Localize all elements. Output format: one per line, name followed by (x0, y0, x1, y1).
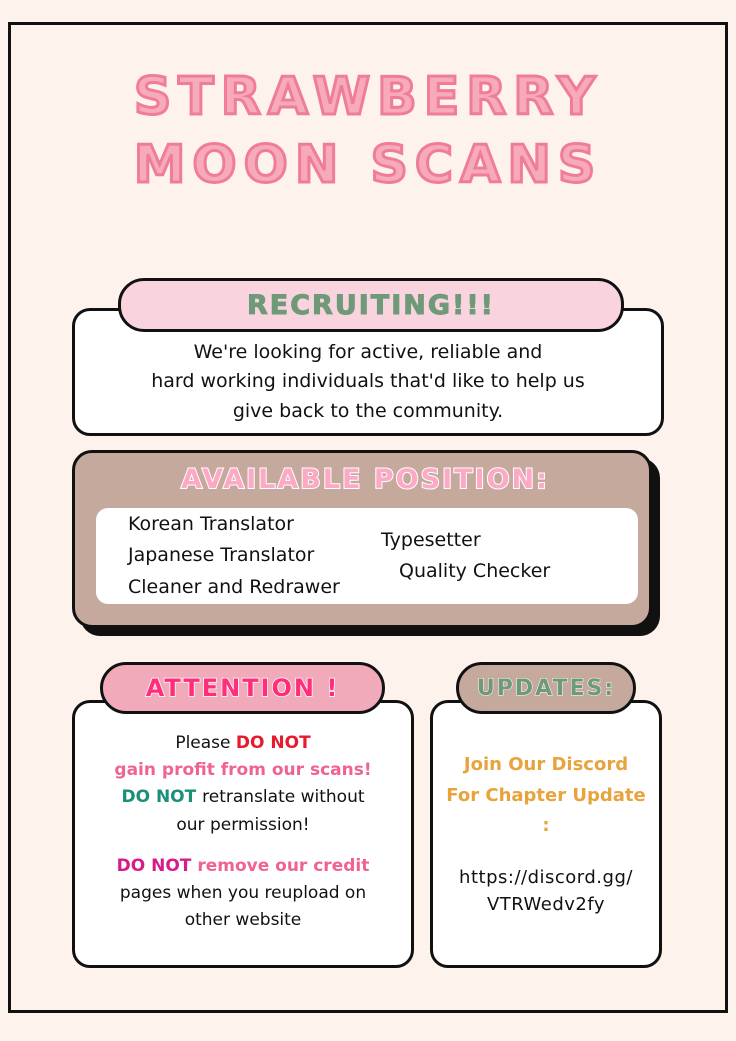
title-line-2: MOON SCANS (133, 134, 603, 195)
attention-spacer (86, 839, 400, 853)
attention-line-4: our permission! (176, 814, 310, 835)
discord-link-line-1: https://discord.gg/ (459, 866, 633, 888)
page-title (0, 64, 736, 199)
recruiting-body (72, 338, 664, 426)
position-item: Japanese Translator (128, 544, 315, 567)
updates-tab (456, 662, 636, 714)
attention-line-1 (86, 730, 400, 757)
discord-link-line-2: VTRWedv2fy (486, 893, 606, 915)
attention-line-3 (86, 784, 400, 811)
position-item: Cleaner and Redrawer (128, 575, 340, 598)
recruiting-line-2: hard working individuals that'd like to help us (151, 370, 585, 393)
position-tab (150, 455, 580, 503)
attention-line-1-plain: Please (175, 733, 236, 753)
updates-tab-label: UPDATES: (476, 675, 616, 701)
attention-line-7: other website (184, 910, 302, 931)
attention-line-2: gain profit from our scans! (114, 760, 372, 781)
title-line-1: STRAWBERRY (133, 67, 603, 127)
recruiting-line-1: We're looking for active, reliable and (193, 341, 543, 363)
updates-line-2: For Chapter Update : (446, 784, 646, 837)
recruiting-tab-label: RECRUITING!!! (247, 289, 495, 321)
position-left-column (110, 512, 371, 598)
frame-line-bottom (8, 1010, 728, 1013)
attention-line-1-emphasis: DO NOT (235, 733, 311, 753)
attention-line-3-plain: retranslate without (202, 787, 365, 808)
position-item: Quality Checker (399, 560, 551, 582)
discord-link[interactable] (440, 864, 652, 918)
position-list-panel (96, 508, 638, 604)
position-right-column (371, 518, 624, 594)
attention-line-5-emphasis: DO NOT (116, 855, 198, 876)
position-tab-label: AVAILABLE POSITION: (181, 463, 549, 495)
attention-line-6: pages when you reupload on (119, 882, 367, 903)
attention-tab (100, 662, 385, 714)
attention-line-5 (86, 853, 400, 880)
attention-tab-label: ATTENTION ! (145, 674, 340, 702)
attention-line-3-emphasis: DO NOT (121, 787, 203, 808)
updates-line-1: Join Our Discord (463, 754, 629, 775)
recruiting-line-3: give back to the community. (232, 399, 504, 422)
attention-body (72, 730, 414, 934)
updates-body (430, 750, 662, 918)
frame-line-top (8, 22, 728, 25)
position-item: Korean Translator (128, 512, 294, 535)
position-item: Typesetter (381, 528, 481, 551)
attention-line-5-pink: remove our credit (197, 855, 370, 876)
recruiting-tab (118, 278, 624, 332)
